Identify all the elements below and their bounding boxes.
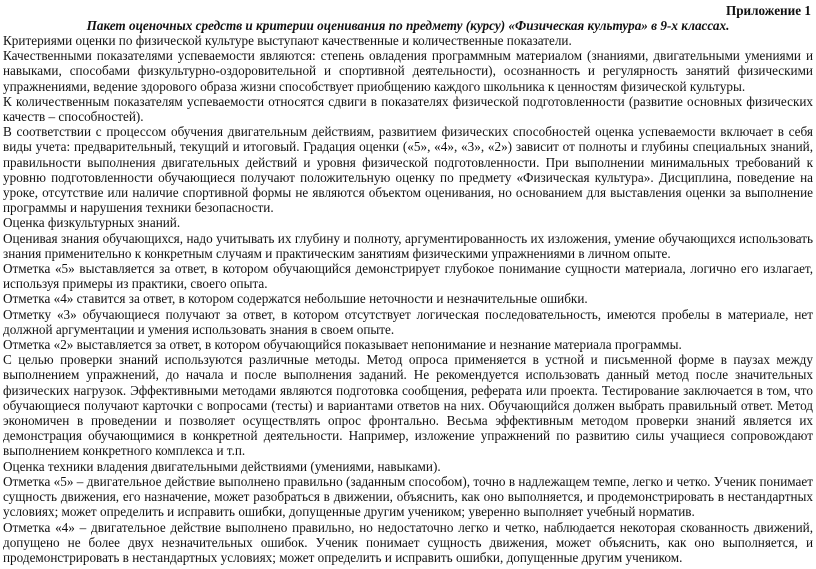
paragraph-criteria: Критериями оценки по физической культуре выступают качественные и количественные показатели. [3, 33, 572, 48]
paragraph-grade-2: Отметка «2» выставляется за ответ, в котором обучающийся показывает непонимание и незнание материала программы. [3, 337, 682, 353]
paragraph-quantitative: К количественным показателям успеваемости относятся сдвиги в показателях физической подготовленности (развитие основных физических качеств – способностей). [3, 93, 813, 125]
paragraph-methods: С целью проверки знаний используются различные методы. Метод опроса применяется в устной и письменной форме в паузах между выполнением упражнений, до начала и после выполнения заданий. Не рекомендуется использовать данный метод после значительных физических нагрузок. Эффективными методами являются подготовка сообщения, реферата или проекта. Тестирование заключается в том, что обучающиеся получают карточки с вопросами (тесты) и вариантами ответов на них. Обучающийся должен выбрать правильный ответ. Метод экономичен в проведении и позволяет осуществлять опрос фронтально. Весьма эффективным методом проверки знаний является их демонстрация обучающимися в конкретной деятельности. Например, изложение упражнений по развитию силы учащиеся сопровождают выполнением конкретного комплекса и т.п. [3, 352, 813, 459]
paragraph-grade-4: Отметка «4» ставится за ответ, в котором содержатся небольшие неточности и незначительные ошибки. [3, 291, 588, 307]
paragraph-qualitative: Качественными показателями успеваемости являются: степень овладения программным материалом (знаниями, двигательными умениями и навыками, способами физкультурно-оздоровительной и спортивной деятельности), осознанность и регулярность занятий физическими упражнениями, ведение здорового образа жизни способствует приобщению каждого школьника к ценностям физической культуры. [3, 48, 813, 94]
heading-knowledge-assessment: Оценка физкультурных знаний. [3, 215, 181, 231]
paragraph-grade-3: Отметку «3» обучающиеся получают за ответ, в котором отсутствует логическая последовательность, имеются пробелы в материале, нет должной аргументации и умения использовать знания в своем опыте. [3, 306, 813, 337]
paragraph-grade-5: Отметка «5» выставляется за ответ, в котором обучающийся демонстрирует глубокое понимание сущности материала, логично его излагает, используя примеры из практики, своего опыта. [3, 261, 813, 292]
appendix-label: Приложение 1 [725, 3, 811, 18]
paragraph-technique-grade-4: Отметка «4» – двигательное действие выполнено правильно, но недостаточно легко и четко, наблюдается некоторая скованность движений, допущено не более двух незначительных ошибок. Ученик понимает сущность движения, может объяснить, как оно выполняется, и продемонстрировать в нестандартных условиях; может определить и исправить ошибки, допущенные другим учеником. [3, 519, 813, 565]
paragraph-knowledge-evaluation: Оценивая знания обучающихся, надо учитывать их глубину и полноту, аргументированность их изложения, умение обучающихся использовать знания применительно к конкретным случаям и практическим занятиям физическими упражнениями в личном опыте. [3, 230, 813, 261]
heading-technique-assessment: Оценка техники владения двигательными действиями (умениями, навыками). [3, 458, 441, 474]
paragraph-assessment-types: В соответствии с процессом обучения двигательным действиям, развитием физических способностей оценка успеваемости включает в себя виды учета: предварительный, текущий и итоговый. Градация оценки («5», «4», «3», «2») зависит от полноты и глубины специальных знаний, правильности выполнения двигательных действий и уровня физической подготовленности. При выполнении минимальных требований к уровню подготовленности обучающиеся получают положительную оценку по предмету «Физическая культура». Дисциплина, поведение на уроке, отсутствие или наличие спортивной формы не являются объектом оценивания, но основанием для выставления оценки за выполнение программы и нарушения техники безопасности. [3, 124, 813, 216]
document-title: Пакет оценочных средств и критерии оценивания по предмету (курсу) «Физическая культура» в 9-х классах. [86, 18, 730, 33]
paragraph-technique-grade-5: Отметка «5» – двигательное действие выполнено правильно (заданным способом), точно в надлежащем темпе, легко и четко. Ученик понимает сущность движения, его назначение, может разобраться в движении, объяснить, как оно выполняется, и продемонстрировать в нестандартных условиях; может определить и исправить ошибки, допущенные другим учеником; уверенно выполняет учебный норматив. [3, 473, 813, 520]
